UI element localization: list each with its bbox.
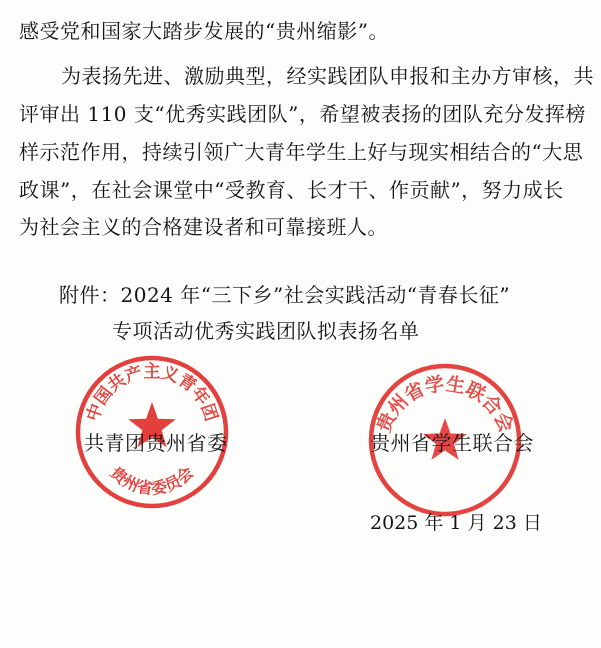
paragraph-line-2: 为表扬先进、激励典型，经实践团队申报和主办方审核，共: [61, 64, 594, 88]
right-signature-org: 贵州省学生联合会: [370, 431, 534, 455]
svg-text:贵州省委员会: [107, 463, 197, 498]
attachment-line-1: 附件：2024 年“三下乡”社会实践活动“青春长征”: [59, 283, 511, 307]
paragraph-line-6: 为社会主义的合格建设者和可靠接班人。: [19, 215, 388, 239]
signature-date: 2025 年 1 月 23 日: [370, 512, 542, 534]
paragraph-line-1: 感受党和国家大踏步发展的“贵州缩影”。: [19, 19, 389, 43]
paragraph-line-4: 样示范作用，持续引领广大青年学生上好与现实相结合的“大思: [19, 140, 584, 164]
right-seal-top-text: 贵州省学生联合会: [372, 373, 518, 436]
paragraph-line-5: 政课”，在社会课堂中“受教育、长才干、作贡献”，努力成长: [19, 178, 564, 202]
left-signature-org: 共青团贵州省委: [84, 431, 228, 455]
attachment-line-2: 专项活动优秀实践团队拟表扬名单: [112, 319, 420, 343]
left-seal-top-text: 中国共产主义青年团: [83, 362, 221, 424]
paragraph-line-3: 评审出 110 支“优秀实践团队”，希望被表扬的团队充分发挥榜: [19, 102, 586, 126]
left-seal-bottom-text: 贵州省委员会: [106, 462, 198, 499]
